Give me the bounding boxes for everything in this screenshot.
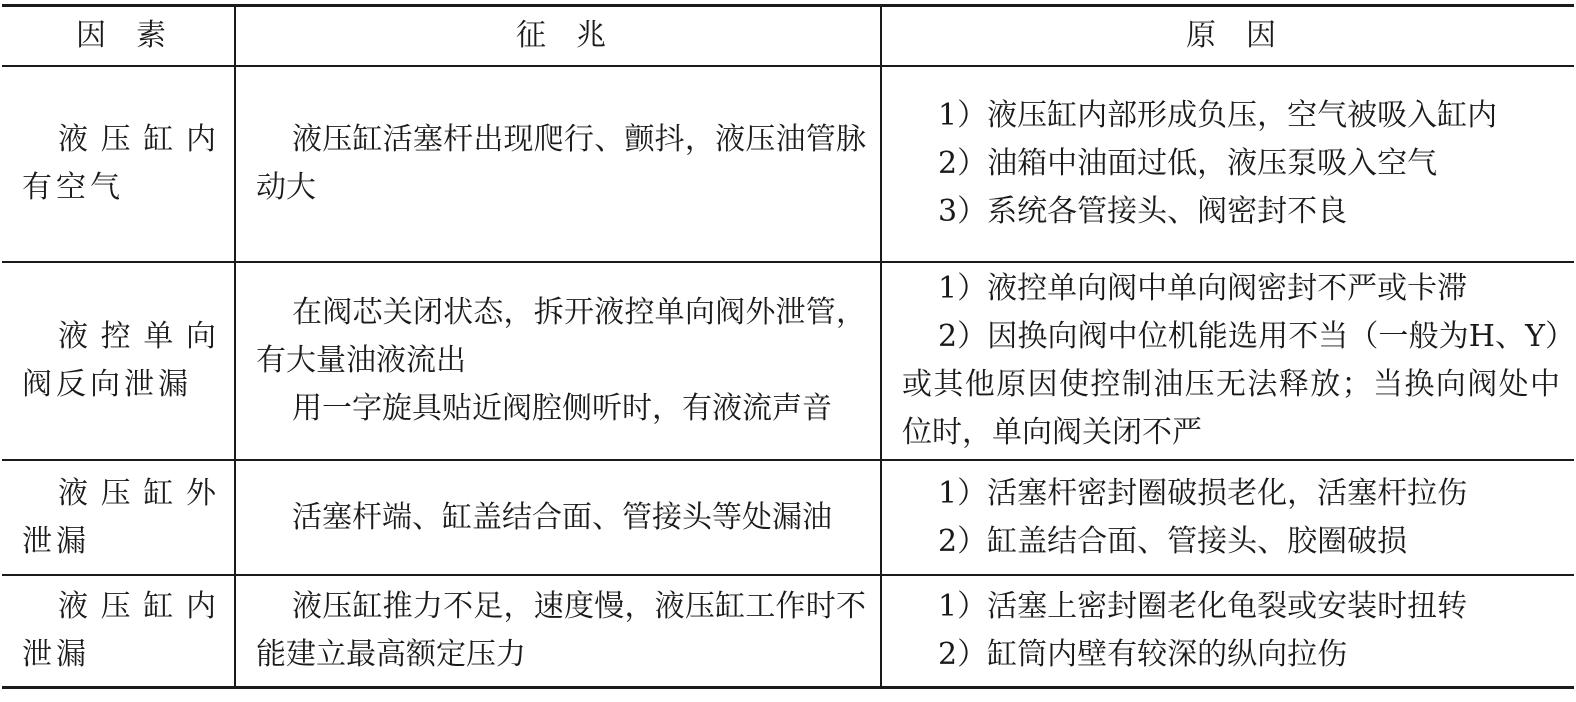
factor-cell (2, 460, 235, 575)
header-causes: 原 因 (881, 6, 1574, 67)
cause-text: 2）缸筒内壁有较深的纵向拉伤 (938, 636, 1348, 672)
header-factor: 因 素 (2, 6, 235, 67)
cause-cell (881, 262, 1574, 460)
symptom-text: 用一字旋具贴近阀腔侧听时，有液流声音 (292, 391, 832, 426)
table-header (2, 6, 1574, 67)
header-symptoms: 征 兆 (235, 6, 881, 67)
symptom-text: 在阀芯关闭状态，拆开液控单向阀外泄管，有大量油液流出 (256, 295, 866, 378)
symptom-text: 活塞杆端、缸盖结合面、管接头等处漏油 (292, 499, 832, 535)
cause-text: 2）因换向阀中位机能选用不当（一般为H、Y）或其他原因使控制油压无法释放；当换向阀处中位时，单向阀关闭不严 (902, 319, 1560, 450)
table-row (2, 575, 1574, 687)
cause-text: 2）油箱中油面过低，液压泵吸入空气 (938, 146, 1438, 181)
table-row (2, 66, 1574, 262)
factor-text: 液压缸内泄漏 (22, 588, 220, 672)
cause-text: 1）活塞杆密封圈破损老化，活塞杆拉伤 (938, 475, 1468, 511)
symptom-text: 液压缸活塞杆出现爬行、颤抖，液压油管脉动大 (256, 122, 866, 205)
cause-text: 1）活塞上密封圈老化龟裂或安装时扭转 (938, 588, 1468, 624)
table-row (2, 262, 1574, 460)
symptom-text: 液压缸推力不足，速度慢，液压缸工作时不能建立最高额定压力 (256, 588, 866, 672)
factor-text: 液控单向阀反向泄漏 (22, 319, 220, 402)
factor-cell (2, 66, 235, 262)
symptom-cell (235, 460, 881, 575)
cause-text: 1）液压缸内部形成负压，空气被吸入缸内 (938, 98, 1498, 133)
cause-cell (881, 66, 1574, 262)
factor-text: 液压缸外泄漏 (22, 475, 220, 559)
table-body (2, 66, 1574, 687)
symptom-cell (235, 575, 881, 687)
factor-cell (2, 575, 235, 687)
factor-cell (2, 262, 235, 460)
symptom-cell (235, 262, 881, 460)
table-row (2, 460, 1574, 575)
factor-text: 液压缸内有空气 (22, 122, 220, 205)
symptom-cell (235, 66, 881, 262)
cause-cell (881, 575, 1574, 687)
cause-text: 1）液控单向阀中单向阀密封不严或卡滞 (938, 271, 1468, 306)
cause-text: 3）系统各管接头、阀密封不良 (938, 194, 1348, 229)
cause-text: 2）缸盖结合面、管接头、胶圈破损 (938, 523, 1408, 559)
fault-table (2, 4, 1574, 689)
cause-cell (881, 460, 1574, 575)
header-row (2, 6, 1574, 67)
